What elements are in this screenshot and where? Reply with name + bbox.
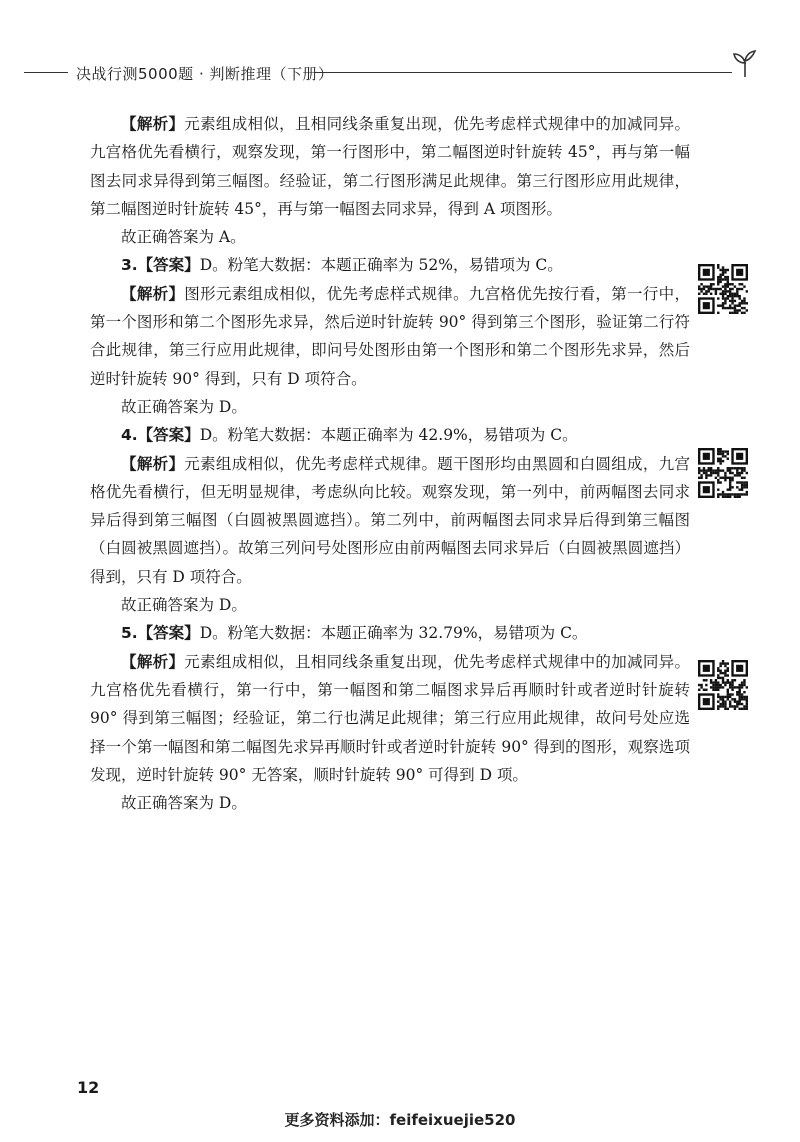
header-rule-left [24, 72, 68, 73]
qr-code-icon [698, 660, 748, 710]
analysis-paragraph-q5 [90, 648, 690, 789]
page-content [90, 110, 690, 817]
qr-code-icon [698, 448, 748, 498]
paragraph-text: 元素组成相似，且相同线条重复出现，优先考虑样式规律中的加减同异。九宫格优先看横行，第一行中，第一幅图和第二幅图求异后再顺时针或者逆时针旋转 90° 得到第三幅图；经验证，第二行也满足此规律；第三行应用此规律，故问号处应选择一个第一幅图和第二幅图先求异再顺时针或者逆时针旋转 90° 得到的图形，观察选项发现，逆时针旋转 90° 无答案，顺时针旋转 90° 可得到 D 项。 [90, 652, 690, 784]
header-title: 决战行测5000题 · 判断推理（下册） [76, 65, 334, 83]
paragraph-text: 元素组成相似，优先考虑样式规律。题干图形均由黑圆和白圆组成，九宫格优先看横行，但无明显规律，考虑纵向比较。观察发现，第一列中，前两幅图去同求异后得到第三幅图（白圆被黑圆遮挡）。第二列中，前两幅图去同求异后得到第三幅图（白圆被黑圆遮挡）。故第三列问号处图形应由前两幅图去同求异后（白圆被黑圆遮挡）得到，只有 D 项符合。 [90, 454, 690, 586]
running-header [0, 60, 800, 84]
sprout-icon [730, 48, 760, 78]
qr-code-icon [698, 264, 748, 314]
analysis-tag: 【解析】 [121, 115, 185, 133]
qr-code-q3[interactable] [698, 264, 748, 314]
conclusion-q4: 故正确答案为 D。 [121, 596, 247, 615]
conclusion-q2: 故正确答案为 A。 [121, 228, 246, 247]
answer-tag: 4.【答案】 [121, 426, 200, 445]
paragraph-text: 元素组成相似，且相同线条重复出现，优先考虑样式规律中的加减同异。九宫格优先看横行，观察发现，第一行图形中，第二幅图逆时针旋转 45°，再与第一幅图去同求异得到第三幅图。经验证，第二行图形满足此规律。第三行图形应用此规律，第二幅图逆时针旋转 45°，再与第一幅图去同求异，得到 A 项图形。 [90, 115, 690, 218]
answer-tag: 3.【答案】 [121, 256, 200, 275]
answer-text: D。粉笔大数据：本题正确率为 52%，易错项为 C。 [199, 256, 563, 275]
analysis-tag: 【解析】 [121, 652, 185, 671]
qr-code-q4[interactable] [698, 448, 748, 498]
analysis-paragraph-q3 [90, 280, 690, 393]
answer-q4 [90, 421, 690, 449]
conclusion-q5: 故正确答案为 D。 [121, 794, 247, 813]
answer-tag: 5.【答案】 [121, 624, 200, 643]
footer-note: 更多资料添加：feifeixuejie520 [284, 1111, 516, 1129]
analysis-tag: 【解析】 [121, 284, 185, 303]
analysis-paragraph-q4 [90, 450, 690, 591]
conclusion-q3: 故正确答案为 D。 [121, 397, 247, 416]
analysis-paragraph-q2 [90, 110, 690, 223]
answer-q3 [90, 251, 690, 279]
answer-q5 [90, 619, 690, 647]
qr-code-q5[interactable] [698, 660, 748, 710]
answer-text: D。粉笔大数据：本题正确率为 42.9%，易错项为 C。 [199, 426, 578, 445]
page-number: 12 [77, 1078, 100, 1097]
analysis-tag: 【解析】 [121, 454, 185, 473]
header-rule-right [314, 72, 732, 73]
paragraph-text: 图形元素组成相似，优先考虑样式规律。九宫格优先按行看，第一行中，第一个图形和第二个图形先求异，然后逆时针旋转 90° 得到第三个图形，验证第二行符合此规律，第三行应用此规律，即问号处图形由第一个图形和第二个图形先求异，然后逆时针旋转 90° 得到，只有 D 项符合。 [90, 284, 690, 388]
answer-text: D。粉笔大数据：本题正确率为 32.79%，易错项为 C。 [199, 624, 588, 643]
